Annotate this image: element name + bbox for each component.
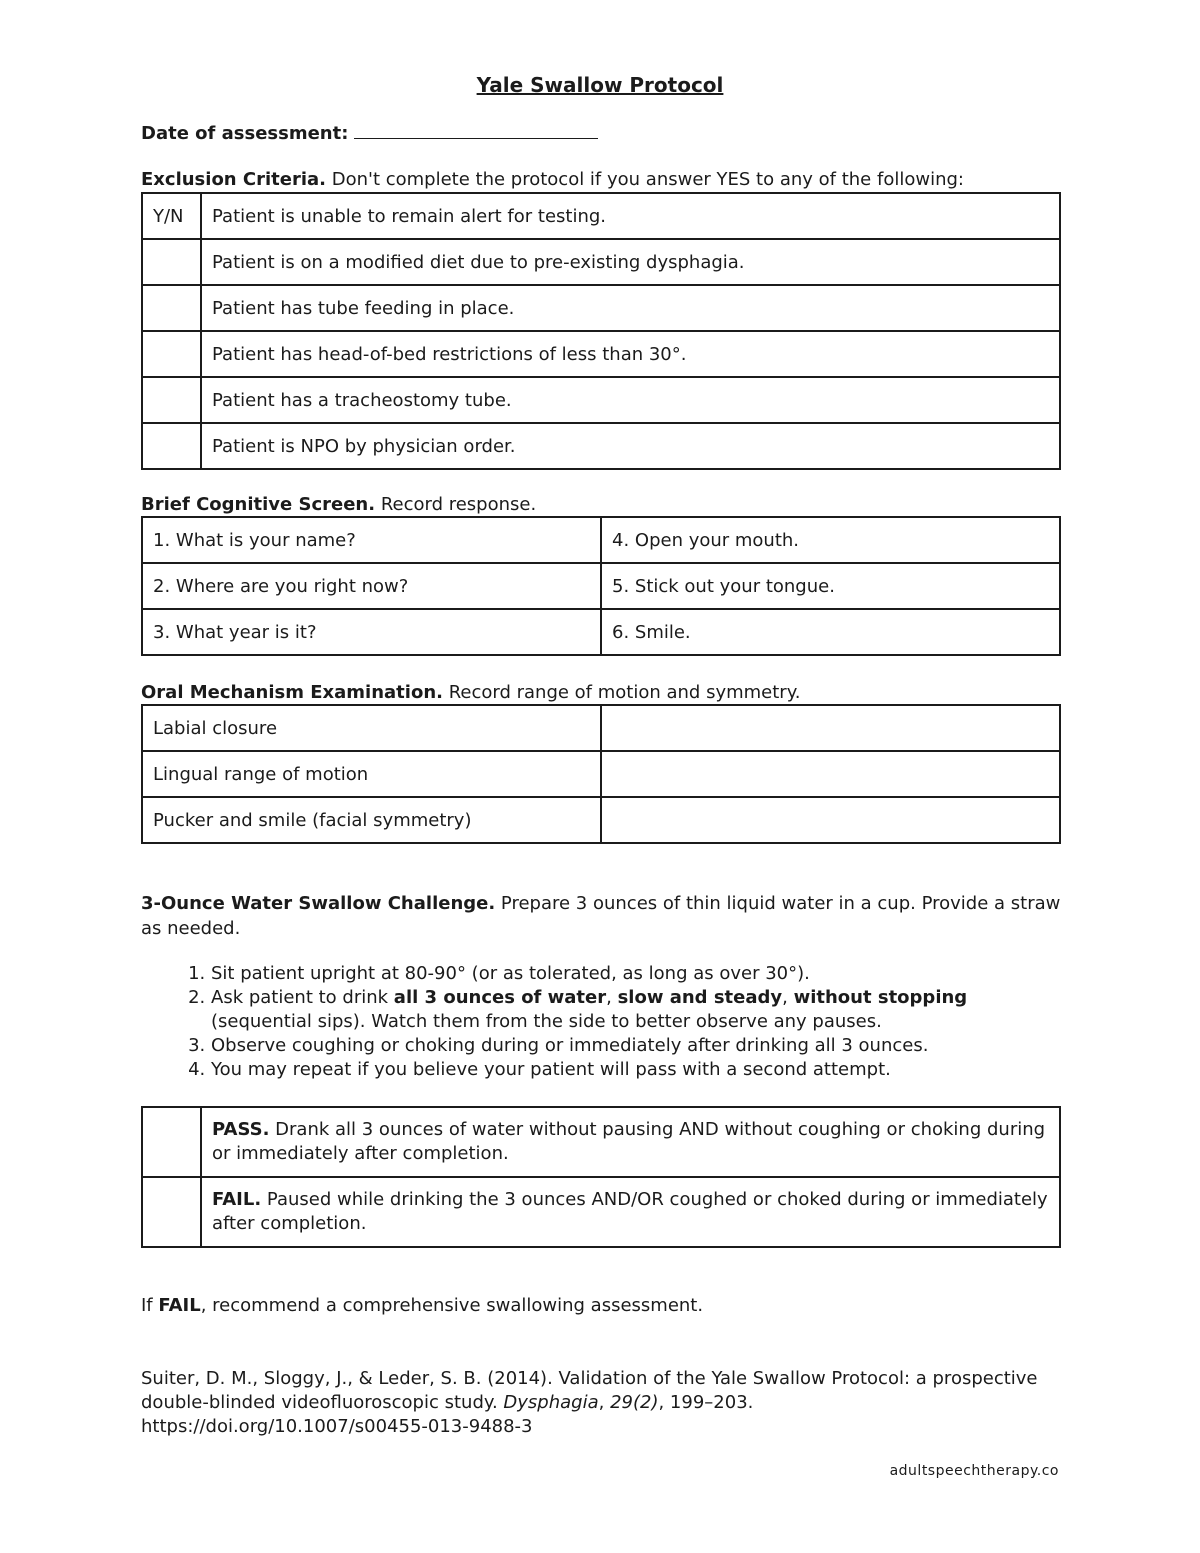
table-row <box>142 239 1060 285</box>
date-of-assessment <box>141 122 598 144</box>
exclusion-item: Patient is NPO by physician order. <box>201 423 1060 469</box>
step2-bold-stopping: without stopping <box>793 987 968 1008</box>
table-row <box>142 517 1060 563</box>
exclusion-instruction: Don't complete the protocol if you answer YES to any of the following: <box>326 169 964 190</box>
oral-item: Lingual range of motion <box>142 751 601 797</box>
yn-cell[interactable] <box>142 285 201 331</box>
recommend-fail: FAIL <box>158 1295 201 1316</box>
step2-bold-pace: slow and steady <box>617 987 783 1008</box>
recommend-text: , recommend a comprehensive swallowing assessment. <box>200 1295 704 1316</box>
table-row <box>142 1107 1060 1177</box>
challenge-paragraph <box>141 891 1061 941</box>
cognitive-question[interactable]: 2. Where are you right now? <box>142 563 601 609</box>
table-row <box>142 285 1060 331</box>
page-title: Yale Swallow Protocol <box>476 73 724 97</box>
step2-separator: , <box>606 987 618 1008</box>
list-item: 4. You may repeat if you believe your patient will pass with a second attempt. <box>211 1058 1041 1082</box>
cognitive-question[interactable]: 5. Stick out your tongue. <box>601 563 1060 609</box>
step2-text: Ask patient to drink <box>211 987 394 1008</box>
list-item: 1. Sit patient upright at 80-90° (or as tolerated, as long as over 30°). <box>211 962 1041 986</box>
yn-cell[interactable] <box>142 423 201 469</box>
citation-sep: , <box>598 1392 611 1413</box>
exclusion-item: Patient has head-of-bed restrictions of less than 30°. <box>201 331 1060 377</box>
table-row <box>142 751 1060 797</box>
pass-text: Drank all 3 ounces of water without pausing AND without coughing or choking during or immediately after completion. <box>212 1119 1046 1164</box>
cognitive-question[interactable]: 1. What is your name? <box>142 517 601 563</box>
table-row <box>142 193 1060 239</box>
citation-authors-title: Suiter, D. M., Sloggy, J., & Leder, S. B. (2014). Validation of the Yale Swallow Protocol: a prospective double-blinded videofluoroscopic study. <box>141 1368 1038 1413</box>
pass-checkbox-cell[interactable] <box>142 1107 201 1177</box>
table-row <box>142 1177 1060 1247</box>
exclusion-item: Patient has a tracheostomy tube. <box>201 377 1060 423</box>
yn-header[interactable]: Y/N <box>142 193 201 239</box>
exclusion-item: Patient is unable to remain alert for testing. <box>201 193 1060 239</box>
step2-text-end: (sequential sips). Watch them from the side to better observe any pauses. <box>211 1011 882 1032</box>
citation-volume: 29(2) <box>610 1392 659 1413</box>
yn-cell[interactable] <box>142 331 201 377</box>
oral-response-cell[interactable] <box>601 797 1060 843</box>
cognitive-heading-line <box>141 494 536 515</box>
cognitive-question[interactable]: 6. Smile. <box>601 609 1060 655</box>
fail-checkbox-cell[interactable] <box>142 1177 201 1247</box>
oral-heading-line <box>141 682 801 703</box>
cognitive-question[interactable]: 4. Open your mouth. <box>601 517 1060 563</box>
list-item <box>211 986 1041 1034</box>
step2-separator: , <box>782 987 794 1008</box>
challenge-instruction: Prepare 3 ounces of thin liquid water in a cup. Provide a straw as needed. <box>141 893 1061 939</box>
pass-description <box>201 1107 1060 1177</box>
citation-pages-doi: , 199–203. https://doi.org/10.1007/s00455-013-9488-3 <box>141 1392 754 1437</box>
recommend-prefix: If <box>141 1295 159 1316</box>
site-footer: adultspeechtherapy.co <box>889 1463 1059 1479</box>
oral-response-cell[interactable] <box>601 705 1060 751</box>
table-row <box>142 797 1060 843</box>
exclusion-table <box>141 192 1061 470</box>
cognitive-heading: Brief Cognitive Screen. <box>141 494 376 515</box>
result-table <box>141 1106 1061 1248</box>
table-row <box>142 563 1060 609</box>
cognitive-question[interactable]: 3. What year is it? <box>142 609 601 655</box>
fail-text: Paused while drinking the 3 ounces AND/OR coughed or choked during or immediately after completion. <box>212 1189 1048 1234</box>
citation-journal: Dysphagia <box>503 1392 599 1413</box>
date-label: Date of assessment: <box>141 123 349 144</box>
yn-cell[interactable] <box>142 239 201 285</box>
recommendation <box>141 1295 703 1316</box>
list-item: 3. Observe coughing or choking during or immediately after drinking all 3 ounces. <box>211 1034 1041 1058</box>
fail-label: FAIL. <box>212 1189 262 1210</box>
date-blank-line[interactable] <box>354 122 598 139</box>
cognitive-instruction: Record response. <box>375 494 537 515</box>
yn-cell[interactable] <box>142 377 201 423</box>
exclusion-item: Patient has tube feeding in place. <box>201 285 1060 331</box>
cognitive-table <box>141 516 1061 656</box>
oral-item: Labial closure <box>142 705 601 751</box>
challenge-heading: 3-Ounce Water Swallow Challenge. <box>141 893 496 914</box>
citation <box>141 1367 1041 1439</box>
table-row <box>142 705 1060 751</box>
exclusion-item: Patient is on a modified diet due to pre-existing dysphagia. <box>201 239 1060 285</box>
pass-label: PASS. <box>212 1119 270 1140</box>
oral-table <box>141 704 1061 844</box>
challenge-steps <box>141 962 1041 1082</box>
table-row <box>142 377 1060 423</box>
oral-heading: Oral Mechanism Examination. <box>141 682 443 703</box>
oral-item: Pucker and smile (facial symmetry) <box>142 797 601 843</box>
oral-instruction: Record range of motion and symmetry. <box>442 682 801 703</box>
exclusion-heading: Exclusion Criteria. <box>141 169 326 190</box>
oral-response-cell[interactable] <box>601 751 1060 797</box>
step2-bold-amount: all 3 ounces of water <box>393 987 607 1008</box>
table-row <box>142 609 1060 655</box>
table-row <box>142 423 1060 469</box>
exclusion-heading-line <box>141 169 964 190</box>
fail-description <box>201 1177 1060 1247</box>
table-row <box>142 331 1060 377</box>
